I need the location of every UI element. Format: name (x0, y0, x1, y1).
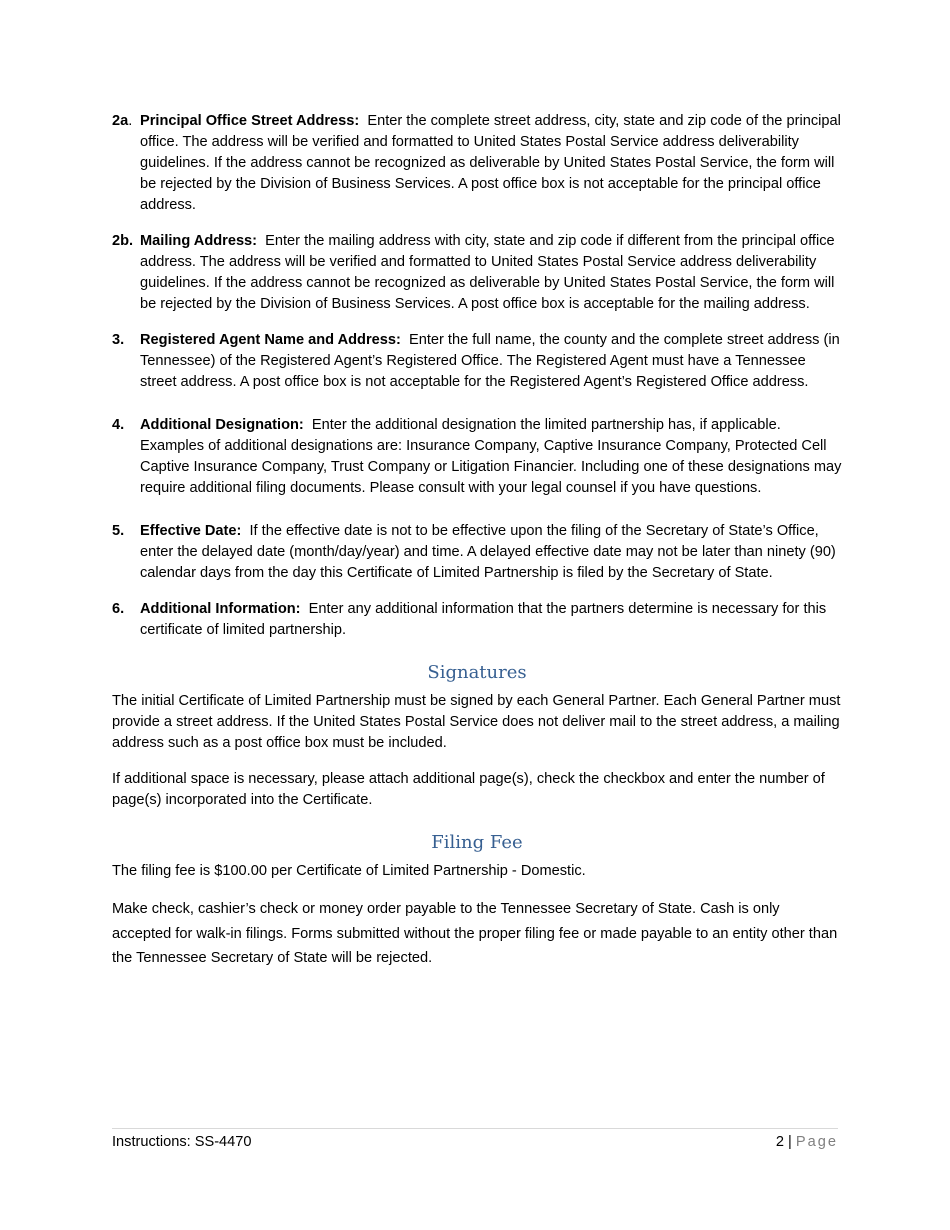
item-text: Enter the complete street address, city, state and zip code of the principal office. The address will be verified and formatted to United States Postal Service address deliverability guidelines. If the address cannot be recognized as deliverable by United States Postal Service, the form will be rejected by the Division of Business Services. A post office box is not acceptable for the principal office address. (140, 113, 841, 213)
signatures-paragraph: The initial Certificate of Limited Partnership must be signed by each General Partner. Each General Partner must provide a street address. If the United States Postal Service does not deliver mail to the street address, a mailing address such as a post office box must be included. (112, 693, 841, 751)
item-number: 6. (112, 601, 125, 617)
item-body (140, 111, 842, 216)
item-title: Principal Office Street Address: (140, 113, 360, 129)
item-body (140, 521, 842, 584)
item-number-label: 2a (112, 113, 129, 129)
item-body (140, 415, 842, 499)
filing-fee-paragraph: Make check, cashier’s check or money order payable to the Tennessee Secretary of State. Cash is only accepted for walk-in filings. Forms submitted without the proper filing fee or made payable to an entity other than the Tennessee Secretary of State will be rejected. (112, 901, 838, 966)
page-separator: | (788, 1134, 792, 1150)
item-number: 4. (112, 417, 125, 433)
item-title: Additional Designation: (140, 417, 304, 433)
item-text: If the effective date is not to be effective upon the filing of the Secretary of State’s Office, enter the delayed date (month/day/year) and time. A delayed effective date may not be later than ninety (90) calendar days from the day this Certificate of Limited Partnership is filed by the Secretary of State. (140, 523, 836, 581)
instruction-item-2b (112, 231, 842, 315)
signatures-heading: Signatures (427, 662, 527, 683)
item-title: Registered Agent Name and Address: (140, 332, 401, 348)
footer-form-label: Instructions: SS-4470 (112, 1134, 252, 1150)
item-number: 3. (112, 332, 125, 348)
instruction-item-5 (112, 521, 842, 584)
page-number: 2 (775, 1134, 784, 1150)
item-text: Enter the full name, the county and the complete street address (in Tennessee) of the Registered Agent’s Registered Office. The Registered Agent must have a Tennessee street address. A post office box is not acceptable for the Registered Agent’s Registered Office address. (140, 332, 840, 390)
item-body (140, 599, 842, 641)
item-title: Mailing Address: (140, 233, 258, 249)
item-number: 5. (112, 523, 125, 539)
item-number (112, 111, 140, 216)
signatures-paragraph: If additional space is necessary, please attach additional page(s), check the checkbox and enter the number of page(s) incorporated into the Certificate. (112, 771, 825, 808)
item-title: Effective Date: (140, 523, 242, 539)
footer-page-indicator (776, 1131, 838, 1153)
item-number: 2b. (112, 233, 134, 249)
instruction-item-6 (112, 599, 842, 641)
filing-fee-paragraph: The filing fee is $100.00 per Certificate of Limited Partnership - Domestic. (112, 863, 586, 879)
page-word: Page (795, 1134, 838, 1150)
page-footer (112, 1128, 838, 1153)
item-body (140, 330, 842, 393)
item-text: Enter the additional designation the limited partnership has, if applicable. Examples of additional designations are: Insurance Company, Captive Insurance Company, Protected Cell Captive Insurance Company, Trust Company or Litigation Financier. Including one of these designations may require additional filing documents. Please consult with your legal counsel if you have questions. (140, 417, 842, 496)
item-number-suffix: . (128, 113, 133, 129)
item-text: Enter any additional information that the partners determine is necessary for this certificate of limited partnership. (140, 601, 827, 638)
filing-fee-heading: Filing Fee (431, 832, 523, 853)
item-text: Enter the mailing address with city, state and zip code if different from the principal office address. The address will be verified and formatted to United States Postal Service address deliverability guidelines. If the address cannot be recognized as deliverable by United States Postal Service, the form will be rejected by the Division of Business Services. A post office box is acceptable for the mailing address. (140, 233, 835, 312)
instruction-item-3 (112, 330, 842, 393)
item-title: Additional Information: (140, 601, 301, 617)
instructions-content (112, 111, 842, 986)
instruction-item-2a (112, 111, 842, 216)
item-body (140, 231, 842, 315)
instruction-item-4 (112, 415, 842, 499)
